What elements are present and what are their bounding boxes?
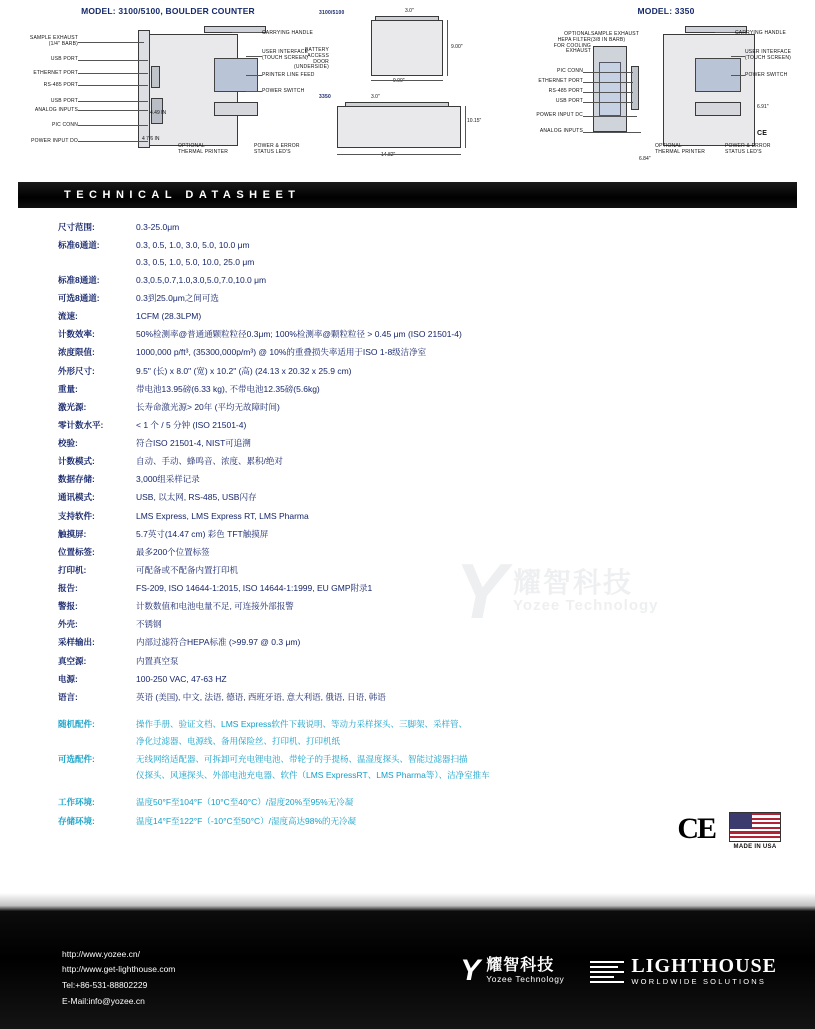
spec-value: USB, 以太网, RS-485, USB闪存: [136, 492, 257, 503]
contact-email[interactable]: E-Mail:info@yozee.cn: [62, 995, 145, 1006]
port-block-left: [151, 66, 160, 88]
spec-label: 激光源:: [58, 401, 87, 412]
spec-value: 0.3到25.0μm之间可选: [136, 293, 219, 303]
model-title-left: MODEL: 3100/5100, BOULDER COUNTER: [81, 6, 255, 16]
made-in-usa-label: MADE IN USA: [733, 844, 777, 850]
environment-row-storage: [58, 816, 785, 827]
spec-value: 最多200个位置标签: [136, 546, 210, 557]
spec-value: 100-250 VAC, 47-63 HZ: [136, 673, 227, 684]
spec-value: 50%检测率@普通通颗粒粒径0.3μm; 100%检测率@颗粒粒径 > 0.45 μm (ISO 21501-4): [136, 329, 462, 340]
spec-label: 外形尺寸:: [58, 365, 95, 376]
side-view-handle-3350: [345, 102, 449, 107]
spec-label: 标准8通道:: [58, 274, 100, 285]
watermark-cn: 耀智科技: [513, 566, 634, 598]
lighthouse-name: LIGHTHOUSE: [631, 955, 777, 978]
spec-label: 可选8通道:: [58, 293, 100, 303]
mid-label-top: 3100/5100: [319, 10, 345, 16]
environment-label: 工作环境:: [58, 797, 95, 808]
spec-row: [58, 583, 785, 594]
environment-value: 温度14°F至122°F（-10°C至50°C）/湿度高达98%的无冷凝: [136, 815, 357, 826]
spec-row: [58, 402, 785, 413]
spec-value: 带电池13.95磅(6.33 kg), 不带电池12.35磅(5.6kg): [136, 383, 320, 394]
watermark-en: Yozee Technology: [513, 597, 659, 615]
spec-value: 1000,000 p/ft³, (35300,000p/m³) @ 10%的重叠损失率适用于ISO 1-8级洁净室: [136, 347, 427, 358]
spec-label: 打印机:: [58, 564, 87, 575]
spec-value: 可配备或不配备内置打印机: [136, 564, 239, 575]
spec-value: 3,000组采样记录: [136, 474, 200, 485]
contact-block: [62, 947, 175, 1010]
contact-tel: Tel:+86-531-88802229: [62, 980, 148, 990]
spec-label: 外壳:: [58, 619, 78, 630]
environment-row-operating: [58, 797, 785, 808]
accessory-row-optional: [58, 754, 785, 781]
spec-row: [58, 366, 785, 377]
diagram-right-3350: MODEL: 3350 OPTIONAL HEPA FILTER FOR COOLING EXHAUST SAMPLE EXHAUST (3/8 IN BARB) PIC CONN ETHERNET PORT RS-485 PORT USB PORT POWER INPUT DC ANALOG INPUTS CARRYING HANDLE USER INTERFACE (TOUCH SCREEN) POWER SWITCH OPTIONAL THERMAL PRINTER POWER & ERROR STATUS LED'S CE 6.91" 6.84": [535, 6, 797, 20]
spec-label: 真空源:: [58, 655, 87, 666]
model-title-right: MODEL: 3350: [637, 6, 695, 16]
spec-label: 支持软件:: [58, 510, 95, 521]
spec-row: [58, 565, 785, 576]
technical-datasheet-banner: [18, 182, 797, 208]
spec-value: 0.3, 0.5, 1.0, 3.0, 5.0, 10.0 μm 0.3, 0.5, 1.0, 5.0, 10.0, 25.0 μm: [136, 240, 255, 267]
environment-label: 存储环境:: [58, 815, 95, 826]
spec-value: 符合ISO 21501-4, NIST可追溯: [136, 438, 251, 448]
spec-label: 语言:: [58, 691, 78, 702]
spec-value: 计数数值和电池电量不足, 可连接外部报警: [136, 601, 294, 612]
spec-row: [58, 601, 785, 612]
page-footer: [0, 911, 815, 1029]
ce-mark-icon: CE: [677, 812, 715, 845]
side-view-3100: [371, 20, 443, 76]
spec-label: 尺寸范围:: [58, 222, 95, 232]
spec-row: [58, 492, 785, 503]
spec-row: [58, 511, 785, 522]
banner-title: TECHNICAL DATASHEET: [64, 189, 301, 201]
spec-label: 位置标签:: [58, 546, 95, 557]
spec-row: [58, 456, 785, 467]
spec-row: [58, 637, 785, 648]
spec-row: [58, 222, 785, 233]
spec-label: 校验:: [58, 438, 78, 448]
accessory-row-standard: [58, 719, 785, 746]
spec-label: 通讯模式:: [58, 492, 95, 503]
spec-label: 警报:: [58, 601, 78, 612]
spec-row: [58, 275, 785, 286]
specifications-table: [0, 222, 815, 826]
spec-value: LMS Express, LMS Express RT, LMS Pharma: [136, 510, 309, 521]
spec-label: 报告:: [58, 583, 78, 593]
environment-value: 温度50°F至104°F（10°C至40°C）/湿度20%至95%无冷凝: [136, 797, 354, 808]
spec-label: 流速:: [58, 311, 78, 322]
spec-value: 0.3,0.5,0.7,1.0,3.0,5.0,7.0,10.0 μm: [136, 274, 267, 285]
diagram-left-3100-5100: MODEL: 3100/5100, BOULDER COUNTER SAMPLE EXHAUST (1/4" BARB) USB PORT ETHERNET PORT RS-485 PORT USB PORT ANALOG INPUTS PIC CONN POWER INPUT DO CARRYING HANDLE USER INTERFACE (TOUCH SCREEN) PRINTER LINE FEED POWER SWITCH OPTIONAL THERMAL PRINTER POWER & ERROR STATUS LED'S 4.49 IN 4 7/6 IN: [18, 6, 318, 20]
yozee-monogram-icon: Y: [460, 954, 481, 988]
spec-value: 内部过滤符合HEPA标准 (>99.97 @ 0.3 μm): [136, 637, 301, 648]
spec-label: 计数效率:: [58, 329, 95, 340]
spec-row: [58, 293, 785, 304]
watermark-monogram-icon: Y: [455, 547, 508, 635]
spec-label: 采样输出:: [58, 637, 95, 648]
accessory-value: 操作手册、验证文档、LMS Express软件下载说明、等动力采样探头、三脚架、采样管、 净化过滤器、电源线、备用保险丝、打印机、打印机纸: [136, 718, 468, 746]
side-view-3350: [337, 106, 461, 148]
spec-value: 不锈钢: [136, 619, 162, 630]
spec-row: [58, 329, 785, 340]
usa-flag-icon: [729, 812, 781, 842]
spec-value: 9.5" (长) x 8.0" (宽) x 10.2" (高) (24.13 x 20.32 x 25.9 cm): [136, 365, 352, 376]
spec-label: 数据存储:: [58, 474, 95, 485]
spec-label: 标准6通道:: [58, 240, 100, 251]
spec-label: 零计数水平:: [58, 419, 104, 430]
spec-value: FS-209, ISO 14644-1:2015, ISO 14644-1:1999, EU GMP附录1: [136, 583, 373, 593]
filter-window: [599, 62, 621, 116]
spec-row: [58, 347, 785, 358]
spec-row: [58, 529, 785, 540]
accessory-label: 随机配件:: [58, 718, 95, 729]
mid-label-bottom: 3350: [319, 94, 331, 100]
spec-row: [58, 619, 785, 630]
contact-website-en[interactable]: http://www.get-lighthouse.com: [62, 964, 176, 975]
spec-label: 电源:: [58, 673, 78, 684]
spec-value: 长寿命激光源> 20年 (平均无故障时间): [136, 401, 280, 412]
spec-value: 5.7英寸(14.47 cm) 彩色 TFT触摸屏: [136, 528, 269, 539]
spec-label: 触摸屏:: [58, 528, 87, 539]
ce-mark-diagram: CE: [757, 130, 768, 137]
lighthouse-tagline: WORLDWIDE SOLUTIONS: [631, 977, 767, 987]
spec-row: [58, 656, 785, 667]
spec-value: 1CFM (28.3LPM): [136, 311, 202, 322]
spec-label: 重量:: [58, 383, 78, 394]
spec-value: 0.3-25.0μm: [136, 222, 180, 232]
spec-row: [58, 240, 785, 267]
device-side-panel-left: [138, 30, 150, 148]
spec-row: [58, 311, 785, 322]
spec-value: 内置真空泵: [136, 655, 179, 666]
yozee-en-name: Yozee Technology: [486, 973, 565, 984]
product-diagram-area: MODEL: 3100/5100, BOULDER COUNTER SAMPLE EXHAUST (1/4" BARB) USB PORT ETHERNET PORT RS-485 PORT USB PORT ANALOG INPUTS PIC CONN POWER INPUT DO CARRYING HANDLE USER INTERFACE (TOUCH SCREEN) PRINTER LINE FEED POWER SWITCH OPTIONAL THERMAL PRINTER POWER & ERROR STATUS LED'S 4.49 IN 4 7/6 IN 3100/5100 3350 3.0" 9.00" 9.00" 3.0" 10.15" 14.82" BATTERY ACCESS DOOR (UNDERSIDE) MODEL: 3350 OPTIONAL HEPA FILTER FOR COOLING EXHAUST SAMPLE EXHAUST (3/8 IN BARB) PIC CONN ETHERNET PORT RS-485 PORT USB PORT POWER INPUT DC ANALOG INPUTS CARRYING HANDLE USER INTERFACE (TOUCH SCREEN) POWER SWITCH OPTIONAL THERMAL PRINTER POWER & ERROR STATUS LED'S CE 6.91" 6.84": [0, 0, 815, 180]
spec-label: 计数模式:: [58, 456, 95, 467]
accessory-value: 无线网络适配器、可拆卸可充电锂电池、带轮子的手提杨、温湿度探头、智能过滤器扫描 仪探头、风速探头、外部电池充电器、软件（LMS ExpressRT、LMS Pharma等）、洁净室推车: [136, 753, 490, 781]
printer-slot-right: [695, 102, 741, 116]
spec-value: 自动、手动、蜂鸣音、浓度、累积/绝对: [136, 456, 283, 467]
logo-lighthouse: [590, 956, 777, 986]
logo-yozee: [460, 954, 565, 988]
spec-row: [58, 420, 785, 431]
spec-row: [58, 474, 785, 485]
spec-value: 英语 (美国), 中文, 法语, 德语, 西班牙语, 意大利语, 俄语, 日语, 韩语: [136, 691, 386, 702]
spec-row: [58, 547, 785, 558]
footer-logos: [460, 956, 777, 1000]
spec-value: < 1 个 / 5 分钟 (ISO 21501-4): [136, 419, 247, 430]
side-view-handle-3100: [375, 16, 439, 21]
spec-row: [58, 438, 785, 449]
yozee-cn-name: 耀智科技: [486, 957, 555, 975]
spec-row: [58, 692, 785, 703]
lighthouse-beam-icon: [590, 958, 624, 984]
spec-row: [58, 674, 785, 685]
spec-row: [58, 384, 785, 395]
printer-slot-left: [214, 102, 258, 116]
contact-website-cn[interactable]: http://www.yozee.cn/: [62, 948, 140, 959]
spec-label: 浓度限值:: [58, 347, 95, 358]
certification-marks: [677, 812, 781, 850]
accessory-label: 可选配件:: [58, 753, 95, 764]
